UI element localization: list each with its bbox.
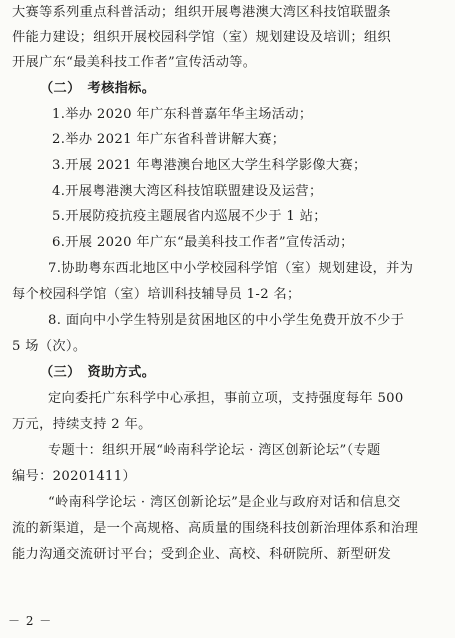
paragraph-line: “岭南科学论坛 · 湾区创新论坛”是企业与政府对话和信息交	[48, 495, 401, 510]
paragraph-line: 流的新渠道，是一个高规格、高质量的围绕科技创新治理体系和治理	[12, 521, 419, 536]
list-item-continuation: 每个校园科学馆（室）培训科技辅导员 1-2 名；	[12, 287, 301, 302]
section-heading-assessment: （二） 考核指标。	[40, 81, 156, 96]
list-item: 3.开展 2021 年粤港澳台地区大学生科学影像大赛；	[52, 158, 367, 173]
topic-title: 专题十：组织开展“岭南科学论坛 · 湾区创新论坛”（专题	[48, 443, 381, 458]
topic-number: 编号：20201411）	[12, 469, 137, 484]
list-item: 5.开展防疫抗疫主题展省内巡展不少于 1 站；	[52, 209, 327, 224]
section-heading-funding: （三） 资助方式。	[40, 365, 156, 380]
list-item: 7.协助粤东西北地区中小学校园科学馆（室）规划建设，并为	[48, 261, 414, 276]
paragraph-line: 开展广东“最美科技工作者”宣传活动等。	[12, 55, 257, 70]
list-item-continuation: 5 场（次）。	[12, 339, 87, 354]
list-item: 8. 面向中小学生特别是贫困地区的中小学生免费开放不少于	[48, 313, 405, 328]
list-item: 6.开展 2020 年广东“最美科技工作者”宣传活动；	[52, 235, 354, 250]
paragraph-line: 能力沟通交流研讨平台；受到企业、高校、科研院所、新型研发	[12, 547, 392, 562]
list-item: 4.开展粤港澳大湾区科技馆联盟建设及运营；	[52, 184, 323, 199]
paragraph-line: 件能力建设；组织开展校园科学馆（室）规划建设及培训；组织	[12, 30, 392, 45]
paragraph-line: 大赛等系列重点科普活动；组织开展粤港澳大湾区科技馆联盟条	[12, 5, 392, 20]
list-item: 2.举办 2021 年广东省科普讲解大赛；	[52, 132, 286, 147]
page-number: － 2 －	[8, 614, 53, 628]
paragraph-line: 定向委托广东科学中心承担，事前立项，支持强度每年 500	[48, 391, 404, 406]
list-item: 1.举办 2020 年广东科普嘉年华主场活动；	[52, 107, 313, 122]
paragraph-line: 万元，持续支持 2 年。	[12, 417, 152, 432]
